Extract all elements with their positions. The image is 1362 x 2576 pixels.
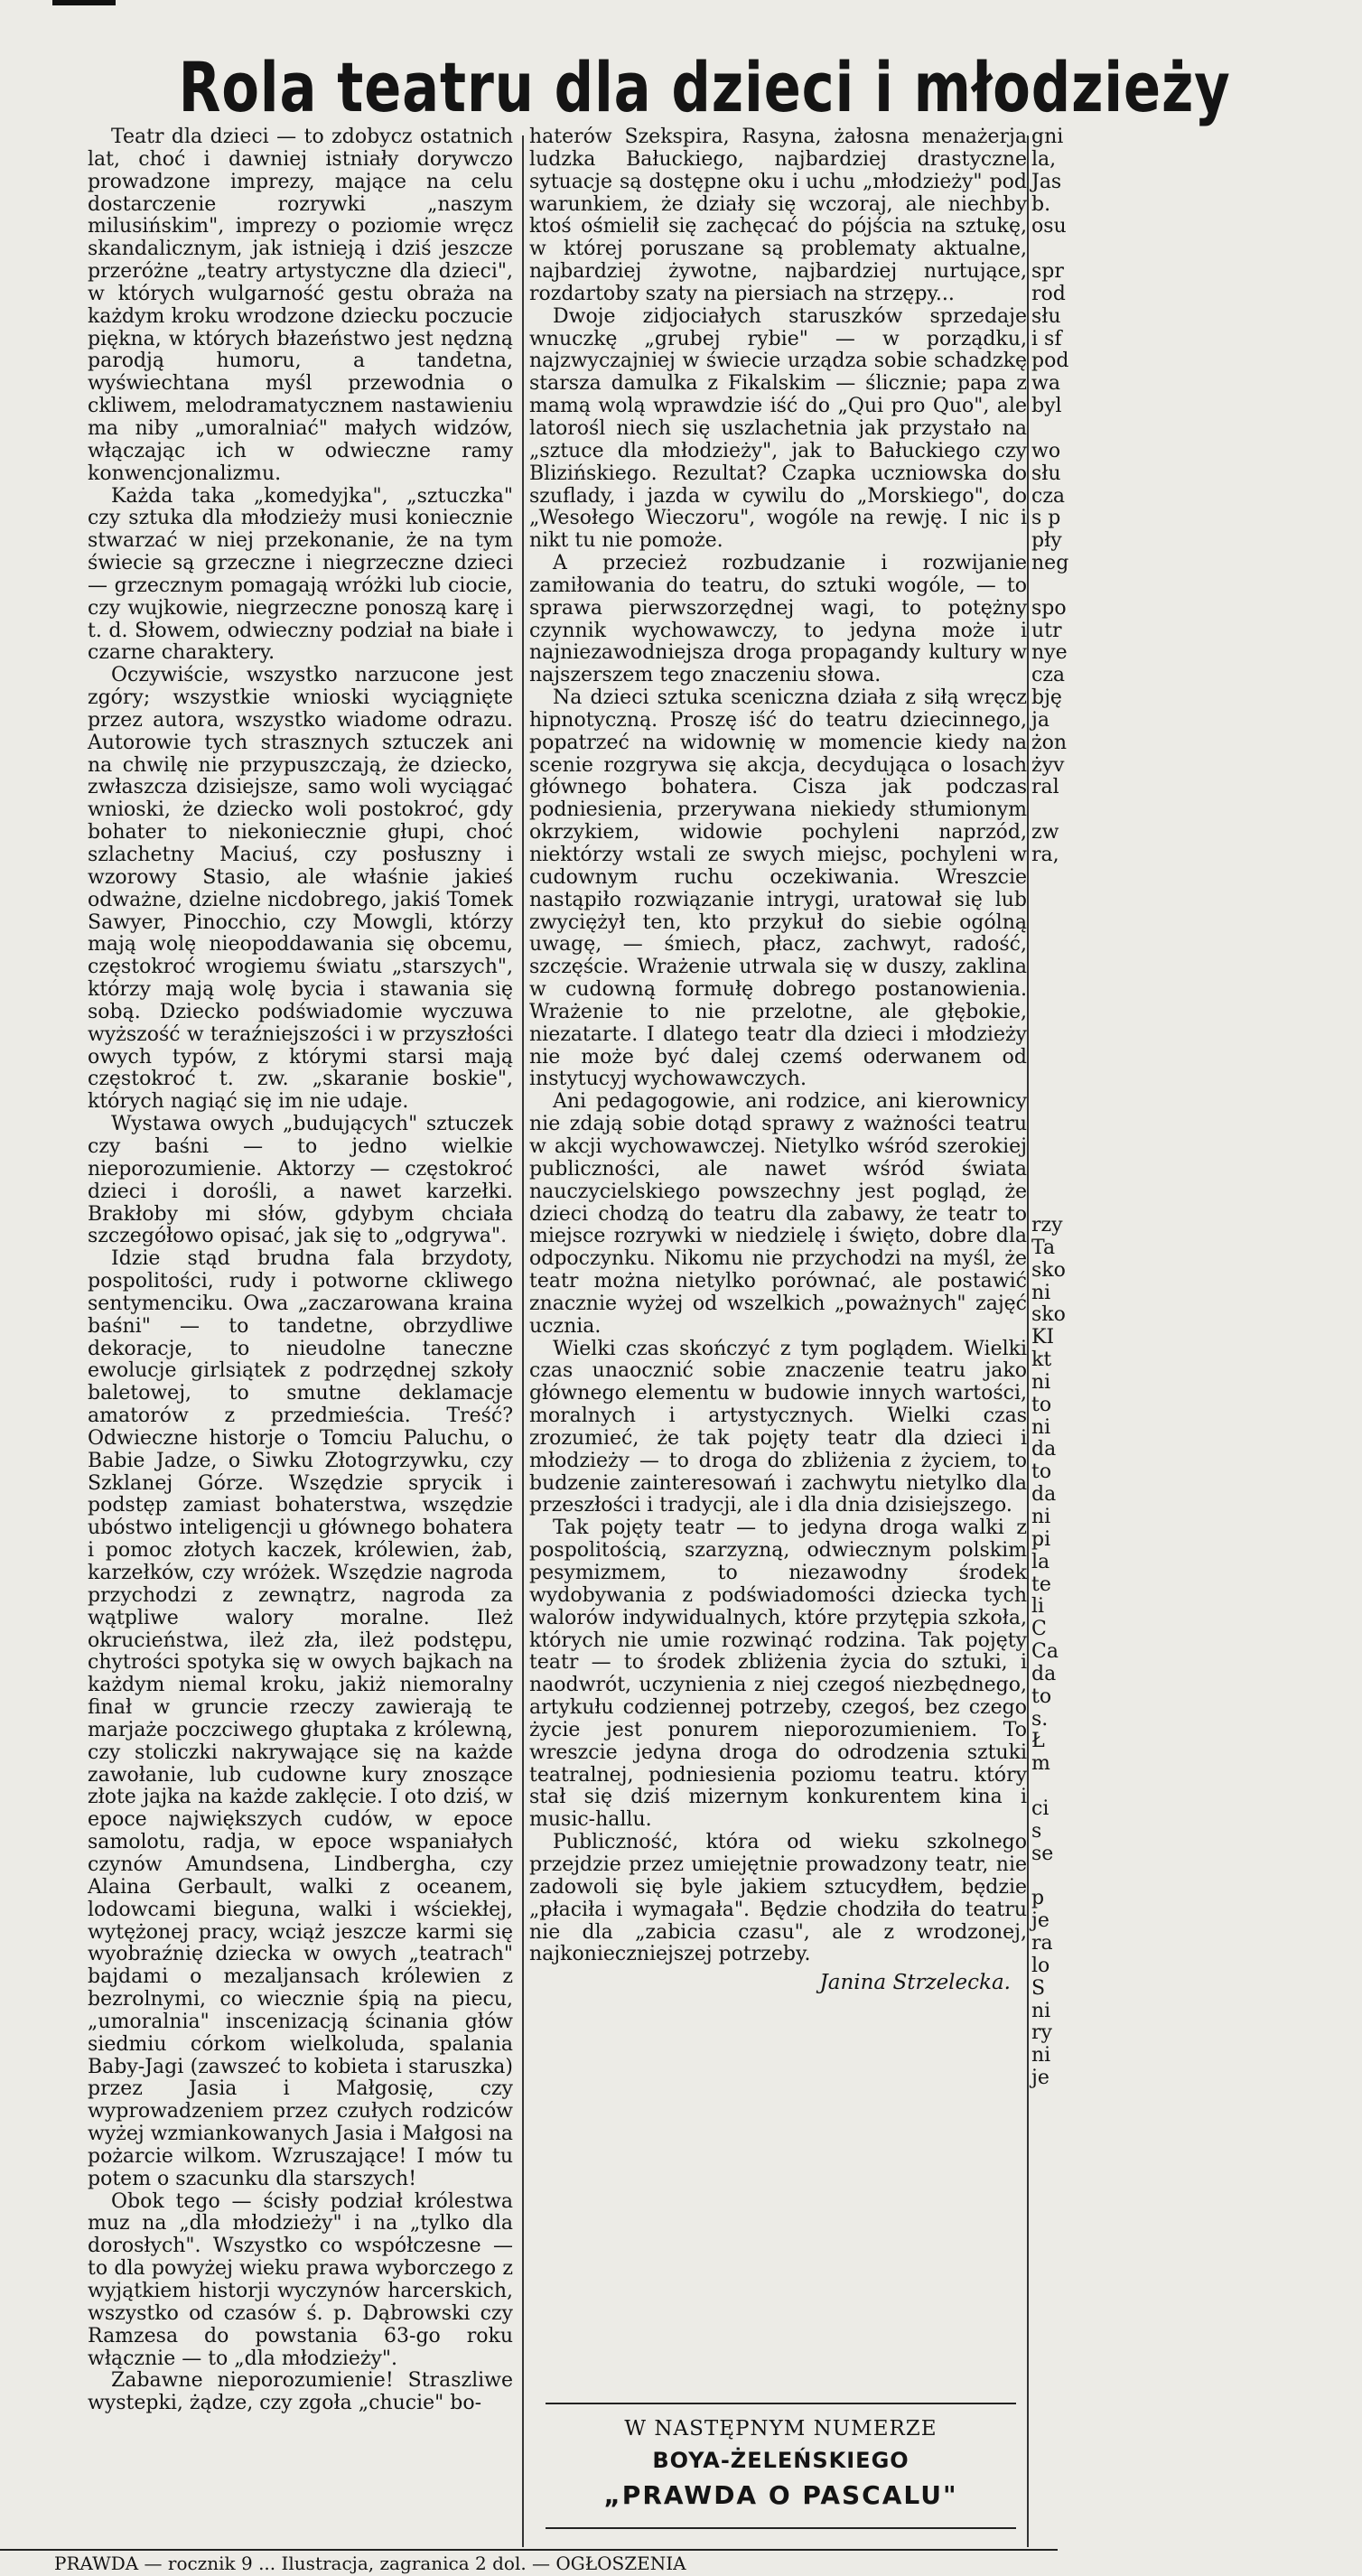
column-divider-2 <box>1027 135 1029 2547</box>
paragraph: Wystawa owych „budujących" sztuczek czy baśni — to jedno wielkie nieporozumienie. Aktorzy — częstokroć dzieci i dorośli, a nawet karzełki. Brakłoby mi słów, gdybym chciała szczegółowo opisać, jak się to „odgrywa". <box>88 1113 513 1248</box>
paragraph: Obok tego — ścisły podział królestwa muz na „dla młodzieży" i na „tylko dla dorosłych". Wszystko co współczesne — to dla powyżej wieku prawa wyborczego z wyjątkiem historji wyczynów harcerskich, wszystko od czasów ś. p. Dąbrowski czy Ramzesa do powstania 63-go roku włącznie — to „dla młodzieży". <box>88 2189 513 2370</box>
column-divider-1 <box>522 135 524 2547</box>
paragraph: A przecież rozbudzanie i rozwijanie zamiłowania do teatru, do sztuki wogóle, — to sprawa pierwszorzędnej wagi, to potężny czynnik wychowawczy, to jedyna może i najniezawodniejsza droga propagandy kultury w najszerszem tego znaczeniu słowa. <box>529 552 1027 687</box>
headline: Rola teatru dla dzieci i młodzieży <box>178 47 1231 127</box>
paragraph: Na dzieci sztuka sceniczna działa z siłą wręcz hipnotyczną. Proszę iść do teatru dziecinnego, popatrzeć na widownię w momencie kiedy na scenie rozgrywa się akcja, decydująca o losach głównego bohatera. Cisza jak podczas podniesienia, przerywana niekiedy stłumionym okrzykiem, widowie pochyleni naprzód, niektórzy wstali ze swych miejsc, pochyleni w cudownym ruchu oczekiwania. Wreszcie nastąpiło rozwiązanie intrygi, uratował się lub zwyciężył ten, kto przykuł do siebie ogólną uwagę, — śmiech, płacz, zachwyt, radość, szczęście. Wrażenie utrwala się w duszy, zaklina w cudowną formułę dobrego postanowienia. Wrażenie to nie przelotne, ale głębokie, niezatarte. I dlatego teatr dla dzieci i młodzieży nie może być dalej czemś oderwanem od instytucyj wychowawczych. <box>529 686 1027 1091</box>
paragraph: Tak pojęty teatr — to jedyna droga walki z pospolitością, szarzyzną, odwiecznym polskim pesymizmem, to niezawodny środek wydobywania z podświadomości dziecka tych walorów indywidualnych, które przytępia szkoła, których nie umie rozwinąć rodzina. Tak pojęty teatr — to środek zbliżenia życia do sztuki, i naodwrót, uczynienia z niej czegoś niezbędnego, artykułu codziennej potrzeby, czegoś, bez czego życie jest ponurem nieporozumieniem. To wreszcie jedyna droga do odrodzenia sztuki teatralnej, podniesienia poziomu teatru. który stał się dziś mizernym konkurentem kina i music-hallu. <box>529 1517 1027 1832</box>
announcement-author: BOYA-ŻELEŃSKIEGO <box>652 2448 910 2473</box>
adjacent-column-fragments <box>1031 126 1068 1210</box>
announcement-title: „PRAWDA O PASCALU" <box>603 2480 958 2510</box>
paragraph: Dwoje zidjociałych staruszków sprzedaje wnuczkę „grubej rybie" — w porządku, najzwyczajniej w świecie urządza sobie schadzkę starsza damulka z Fikalskim — ślicznie; papa z mamą wolą wprawdzie iść do „Qui pro Quo", ale latorośl niech się uszlachetnia jak przystało na „sztuce dla młodzieży", jak to Bałuckiego czy Blizińskiego. Rezultat? Czapka uczniowska do szuflady, i jazda w cywilu do „Morskiego", do „Wesołego Wieczoru", wogóle na rewję. I nic i nikt tu nie pomoże. <box>529 304 1027 553</box>
article-column-2 <box>529 126 1027 1994</box>
paragraph: Zabawne nieporozumienie! Straszliwe wystepki, żądze, czy zgoła „chucie" bo- <box>88 2369 513 2415</box>
paragraph: Idzie stąd brudna fala brzydoty, pospolitości, rudy i potworne ckliwego sentymenciku. Owa „zaczarowana kraina baśni" — to tandetne, obrzydliwe dekoracje, to nieudolne taneczne ewolucje girlsiątek z podrzędnej szkoły baletowej, to smutne deklamacje amatorów z przedmieścia. Treść? Odwieczne historje o Tomciu Paluchu, o Babie Jadze, o Siwku Złotogrzywku, czy Szklanej Górze. Wszędzie sprycik i podstęp zamiast bohaterstwa, wszędzie ubóstwo inteligencji u głównego bohatera i pomoc złotych kaczek, królewien, żab, karzełków, czy wróżek. Wszędzie nagroda przychodzi z zewnątrz, nagroda za wątpliwe walory moralne. Ileż okrucieństwa, ileż zła, ileż podstępu, chytrości spotyka się w owych bajkach na każdym niemal kroku, jakiż niemoralny finał w gruncie rzeczy zawierają te marjaże poczciwego głuptaka z królewną, czy stoliczki nakrywające się na każde zawołanie, lub cudowne kury znoszące złote jajka na każde zaklęcie. I oto dziś, w epoce największych cudów, w epoce samolotu, radja, w epoce wspaniałych czynów Amundsena, Lindbergha, czy Alaina Gerbault, walki z oceanem, lodowcami bieguna, walki i wściekłej, wytężonej pracy, wciąż jeszcze karmi się wyobraźnię dziecka w owych „teatrach" bajdami o mezaljansach królewien z bezrolnymi, co wiecznie śpią na piecu, „umoralnia" inscenizacją ścinania głów siedmiu córkom wielkoluda, spalania Baby-Jagi (zawszeć to kobieta i staruszka) przez Jasia i Małgosię, czy wyprowadzeniem przez czułych rodziców wyżej wzmiankowanych Jasia i Małgosi na pożarcie wilkom. Wzruszające! I mów tu potem o szacunku dla starszych! <box>88 1247 514 2190</box>
adjacent-column-fragments-lower <box>1031 1215 1068 2389</box>
author-signature: Janina Strzelecka. <box>819 1971 1011 1995</box>
paragraph: Ani pedagogowie, ani rodzice, ani kierownicy nie zdają sobie dotąd sprawy z ważności teatru w akcji wychowawczej. Nietylko wśród szerokiej publiczności, ale nawet wśród świata nauczycielskiego powszechny jest pogląd, że dzieci chodzą do teatru dla zabawy, że teatr to miejsce rozrywki w niedzielę i święto, dobre dla odpoczynku. Nikomu nie przychodzi na myśl, że teatr można nietylko porównać, ale postawić znacznie wyżej od wszelkich „poważnych" zajęć ucznia. <box>529 1090 1027 1338</box>
footer-rule <box>0 2549 1058 2551</box>
next-issue-announcement <box>546 2403 1016 2529</box>
top-bar <box>52 0 116 5</box>
footer-text: PRAWDA — rocznik 9 ... Ilustracja, zagranica 2 dol. — OGŁOSZENIA <box>54 2553 686 2574</box>
article-column-1 <box>88 126 513 2415</box>
paragraph: Każda taka „komedyjka", „sztuczka" czy sztuka dla młodzieży musi koniecznie stwarzać w niej przekonanie, że na tym świecie są grzeczne i niegrzeczne dzieci — grzecznym pomagają wróżki lub ciocie, czy wujkowie, niegrzeczne ponoszą karę i t. d. Słowem, odwieczny podział na białe i czarne charaktery. <box>88 484 513 665</box>
announcement-line-1: W NASTĘPNYM NUMERZE <box>624 2417 938 2441</box>
fragment-lines: rzy Ta sko ni sko KI kt ni to ni da to da ni pi la te li C Ca da to s. Ł m ci s se p je ra lo S ni ry ni je <box>1031 1214 1066 2090</box>
paragraph: Oczywiście, wszystko narzucone jest zgóry; wszystkie wnioski wyciągnięte przez autora, wszystko wiadome odrazu. Autorowie tych strasznych sztuczek ani na chwilę nie przypuszczają, że dziecko, zwłaszcza dzisiejsze, samo woli wyciągać wnioski, że dziecko woli postokroć, gdy bohater to niekoniecznie głupi, choć szlachetny Maciuś, czy posłuszny i wzorowy Stasio, ale właśnie jakieś odważne, dzielne nicdobrego, jakiś Tomek Sawyer, Pinocchio, czy Mowgli, którzy mają wolę nieopoddawania się obcemu, częstokroć wrogiemu światu „starszych", którzy mają wolę bycia i stawania się sobą. Dziecko podświadomie wyczuwa wyższość w teraźniejszości i w przyszłości owych typów, z którymi starsi mają częstokroć t. zw. „skaranie boskie", których nagiąć się im nie udaje. <box>88 664 513 1114</box>
paragraph: Teatr dla dzieci — to zdobycz ostatnich lat, choć i dawniej istniały dorywczo prowadzone imprezy, mające na celu dostarczenie rozrywki „naszym milusińskim", imprezy o poziomie wręcz skandalicznym, jak istnieją i dziś jeszcze przeróżne „teatry artystyczne dla dzieci", w których wulgarność gestu obraża na każdym kroku wrodzone dziecku poczucie piękna, w których błazeństwo jest nędzną parodją humoru, a tandetna, wyświechtana myśl przewodnia o ckliwem, melodramatycznem nastawieniu ma niby „umoralniać" małych widzów, włączając ich w odwieczne ramy konwencjonalizmu. <box>88 126 513 485</box>
paragraph: haterów Szekspira, Rasyna, żałosna menażerja ludzka Bałuckiego, najbardziej drastyczne sytuacje są dostępne oku i uchu „młodzieży" pod warunkiem, że działy się wczoraj, ale niechby ktoś ośmielił się zachęcać do pójścia na sztukę, w której poruszane są problematy aktualne, najbardziej żywotne, najbardziej nurtujące, rozdartoby szaty na piersiach na strzępy... <box>529 126 1027 305</box>
fragment-lines: gni la, Jas b. osu spr rod słu i sf pod wa byl wo słu cza s p pły neg spo utr nye cza bję ja żon żyv ral zw ra, <box>1031 126 1069 866</box>
paragraph: Publiczność, która od wieku szkolnego przejdzie przez umiejętnie prowadzony teatr, nie zadowoli się byle jakiem sztucydłem, będzie „płaciła i wymagała". Będzie chodziła do teatru nie dla „zabicia czasu", ale z wrodzonej, najkonieczniejszej potrzeby. <box>529 1831 1027 1966</box>
paragraph: Wielki czas skończyć z tym poglądem. Wielki czas unaocznić sobie znaczenie teatru jako głównego elementu w budowie innych wartości, moralnych i artystycznych. Wielki czas zrozumieć, że tak pojęty teatr dla dzieci i młodzieży — to droga do zbliżenia z życiem, to budzenie zainteresowań i zachwytu nietylko dla przeszłości i tradycji, ale i dla dnia dzisiejszego. <box>529 1337 1027 1517</box>
